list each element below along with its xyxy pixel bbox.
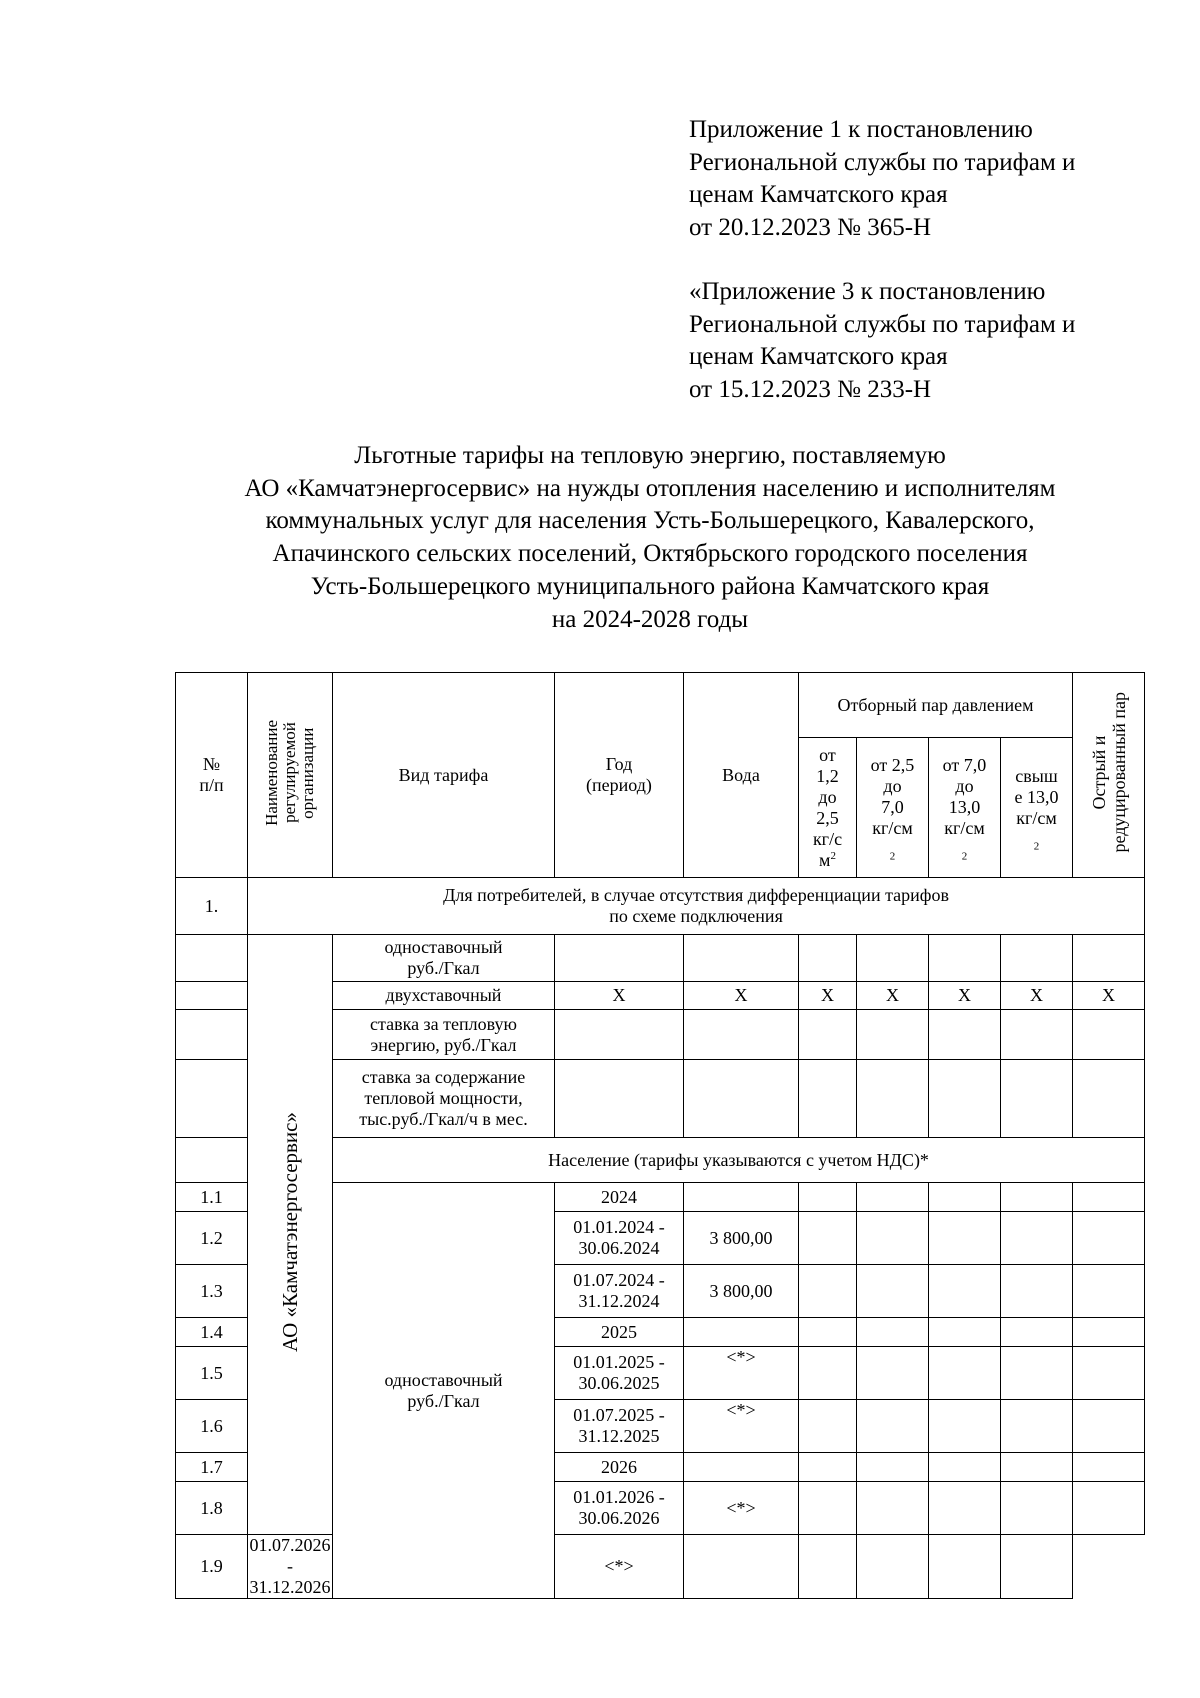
header-row [176,673,1145,738]
cell [799,1400,857,1453]
row-num: 1.8 [176,1482,248,1535]
cell-num [176,1060,248,1138]
cell [1073,1482,1145,1535]
cell [799,1453,857,1482]
header-tariff-type: Вид тарифа [333,673,555,878]
header-steam-3-label: от 7,0 до 13,0 кг/см [942,755,987,838]
cell-num [176,982,248,1010]
cell-num [176,1010,248,1060]
header-steam-1-label: от 1,2 до 2,5 кг/с м [812,744,843,870]
row-water [684,1183,799,1212]
x-mark: Х [684,982,799,1010]
cell [929,1318,1001,1347]
title-line: коммунальных услуг для населения Усть-Большерецкого, Кавалерского, [265,507,1035,535]
row-period: 01.07.2024 - 31.12.2024 [555,1265,684,1318]
header-steam-3 [929,738,1001,878]
cell [799,1212,857,1265]
appendix-1-line: Приложение 1 к постановлению [689,116,1033,143]
title-line: Апачинского сельских поселений, Октябрьского городского поселения [272,540,1028,568]
row-water: <*> [684,1400,799,1453]
section-row [176,878,1145,935]
appendix-1-line: Региональной службы по тарифам и [689,148,1076,176]
row-period: 2025 [555,1318,684,1347]
appendix-3-line: «Приложение 3 к постановлению [689,278,1046,305]
header-steam-2-sub: 2 [889,850,896,863]
appendix-1-line: от 20.12.2023 № 365-Н [689,213,932,241]
cell [929,1535,1001,1599]
cell [929,1060,1001,1138]
row-num: 1.1 [176,1183,248,1212]
cell [799,1347,857,1400]
x-mark: Х [1073,982,1145,1010]
row-num: 1.2 [176,1212,248,1265]
cell [799,935,857,982]
cell [857,1212,929,1265]
cell [857,1265,929,1318]
row-num: 1.4 [176,1318,248,1347]
org-cell [248,935,333,1535]
appendix-1 [689,114,1169,244]
cell [684,1535,799,1599]
cell [929,1482,1001,1535]
row-water: 3 800,00 [684,1265,799,1318]
cell [857,1347,929,1400]
population-tariff: одноставочный руб./Гкал [333,1183,555,1599]
cell [1001,1318,1073,1347]
row-water: <*> [684,1482,799,1535]
title-line: АО «Камчатэнергосервис» на нужды отопления населению и исполнителям [244,474,1056,502]
header-water: Вода [684,673,799,878]
appendix-3-line: ценам Камчатского края [689,343,948,370]
cell-num [176,935,248,982]
row-num: 1.5 [176,1347,248,1400]
appendix-3-line: Региональной службы по тарифам и [689,310,1076,338]
cell [799,1010,857,1060]
section-num: 1. [176,878,248,935]
document-title [150,440,1150,636]
cell [1073,1318,1145,1347]
appendix-3 [689,276,1169,406]
cell [1001,1482,1073,1535]
cell [857,1318,929,1347]
cell [684,935,799,982]
cell [1001,1453,1073,1482]
cell [1001,1183,1073,1212]
x-mark: Х [799,982,857,1010]
cell [555,1060,684,1138]
population-header: Население (тарифы указываются с учетом НДС)* [333,1138,1145,1183]
header-steam-3-sub: 2 [961,850,968,863]
x-mark: Х [857,982,929,1010]
header-steam-4-label: свыш е 13,0 кг/см [1014,765,1059,828]
cell [1073,1010,1145,1060]
cell [555,1010,684,1060]
cell [799,1535,857,1599]
tariff-capacity-rate: ставка за содержание тепловой мощности, тыс.руб./Гкал/ч в мес. [333,1060,555,1138]
org-name: АО «Камчатэнергосервис» [278,1112,302,1352]
cell [799,1482,857,1535]
cell [1001,1400,1073,1453]
cell [857,1453,929,1482]
cell [929,1212,1001,1265]
cell [799,1265,857,1318]
row-period: 01.07.2025 - 31.12.2025 [555,1400,684,1453]
cell [929,1010,1001,1060]
cell [857,1482,929,1535]
appendix-3-line: от 15.12.2023 № 233-Н [689,375,932,403]
cell-num [176,1138,248,1183]
cell [799,1183,857,1212]
cell [857,1535,929,1599]
x-mark: Х [1001,982,1073,1010]
header-steam-2-label: от 2,5 до 7,0 кг/см [870,755,915,838]
row-water: 3 800,00 [684,1212,799,1265]
appendix-1-line: ценам Камчатского края [689,181,948,208]
header-steam-4-sub: 2 [1033,840,1040,853]
header-sharp-label: Острый и редуцированный пар [1088,692,1129,853]
header-num: № п/п [176,673,248,878]
cell [1001,1535,1073,1599]
cell [1073,1060,1145,1138]
row-water [684,1453,799,1482]
cell [929,1347,1001,1400]
header-sharp-steam [1073,673,1145,878]
row-period: 2024 [555,1183,684,1212]
title-line: Усть-Большерецкого муниципального района Камчатского края [310,572,990,600]
cell [929,1183,1001,1212]
header-org [248,673,333,878]
cell [929,1453,1001,1482]
cell [1073,1212,1145,1265]
table-row [176,935,1145,982]
table-row [176,1535,1145,1599]
row-water [684,1318,799,1347]
cell [684,1010,799,1060]
tariff-one-rate: одноставочный руб./Гкал [333,935,555,982]
cell [1073,1265,1145,1318]
cell [857,1010,929,1060]
cell [1073,1453,1145,1482]
tariff-table [175,672,1145,1599]
cell [1001,1265,1073,1318]
header-steam-2 [857,738,929,878]
row-num: 1.9 [176,1535,248,1599]
cell [857,1400,929,1453]
cell [857,1060,929,1138]
cell [1001,1347,1073,1400]
header-steam-group: Отборный пар давлением [799,673,1073,738]
cell [799,1060,857,1138]
cell [929,935,1001,982]
cell [1073,1183,1145,1212]
tariff-two-rate: двухставочный [333,982,555,1010]
title-line: на 2024-2028 годы [551,605,749,633]
cell [1073,1400,1145,1453]
cell [555,935,684,982]
row-period: 01.07.2026 - 31.12.2026 [249,1535,331,1597]
row-period: 2026 [555,1453,684,1482]
header-steam-4 [1001,738,1073,878]
cell [1001,935,1073,982]
cell [684,1060,799,1138]
row-period: 01.01.2024 - 30.06.2024 [555,1212,684,1265]
row-period: 01.01.2026 - 30.06.2026 [555,1482,684,1535]
cell [929,1400,1001,1453]
row-num: 1.3 [176,1265,248,1318]
cell [857,935,929,982]
cell [1001,1060,1073,1138]
x-mark: Х [929,982,1001,1010]
x-mark: Х [555,982,684,1010]
row-water: <*> [555,1535,684,1599]
cell [799,1318,857,1347]
cell [1073,935,1145,982]
tariff-energy-rate: ставка за тепловую энергию, руб./Гкал [333,1010,555,1060]
cell [857,1183,929,1212]
header-period: Год (период) [555,673,684,878]
appendix-block [689,114,1169,406]
row-water: <*> [684,1347,799,1400]
cell [1001,1010,1073,1060]
header-org-label: Наименование регулируемой организации [262,719,317,826]
row-num: 1.6 [176,1400,248,1453]
row-period: 01.01.2025 - 30.06.2025 [555,1347,684,1400]
row-num: 1.7 [176,1453,248,1482]
section-title: Для потребителей, в случае отсутствия дифференциации тарифов по схеме подключения [248,878,1145,935]
header-steam-1-sup: 2 [830,849,836,862]
cell [1073,1347,1145,1400]
title-line: Льготные тарифы на тепловую энергию, поставляемую [354,442,946,469]
header-steam-1 [799,738,857,878]
cell [929,1265,1001,1318]
cell [1001,1212,1073,1265]
